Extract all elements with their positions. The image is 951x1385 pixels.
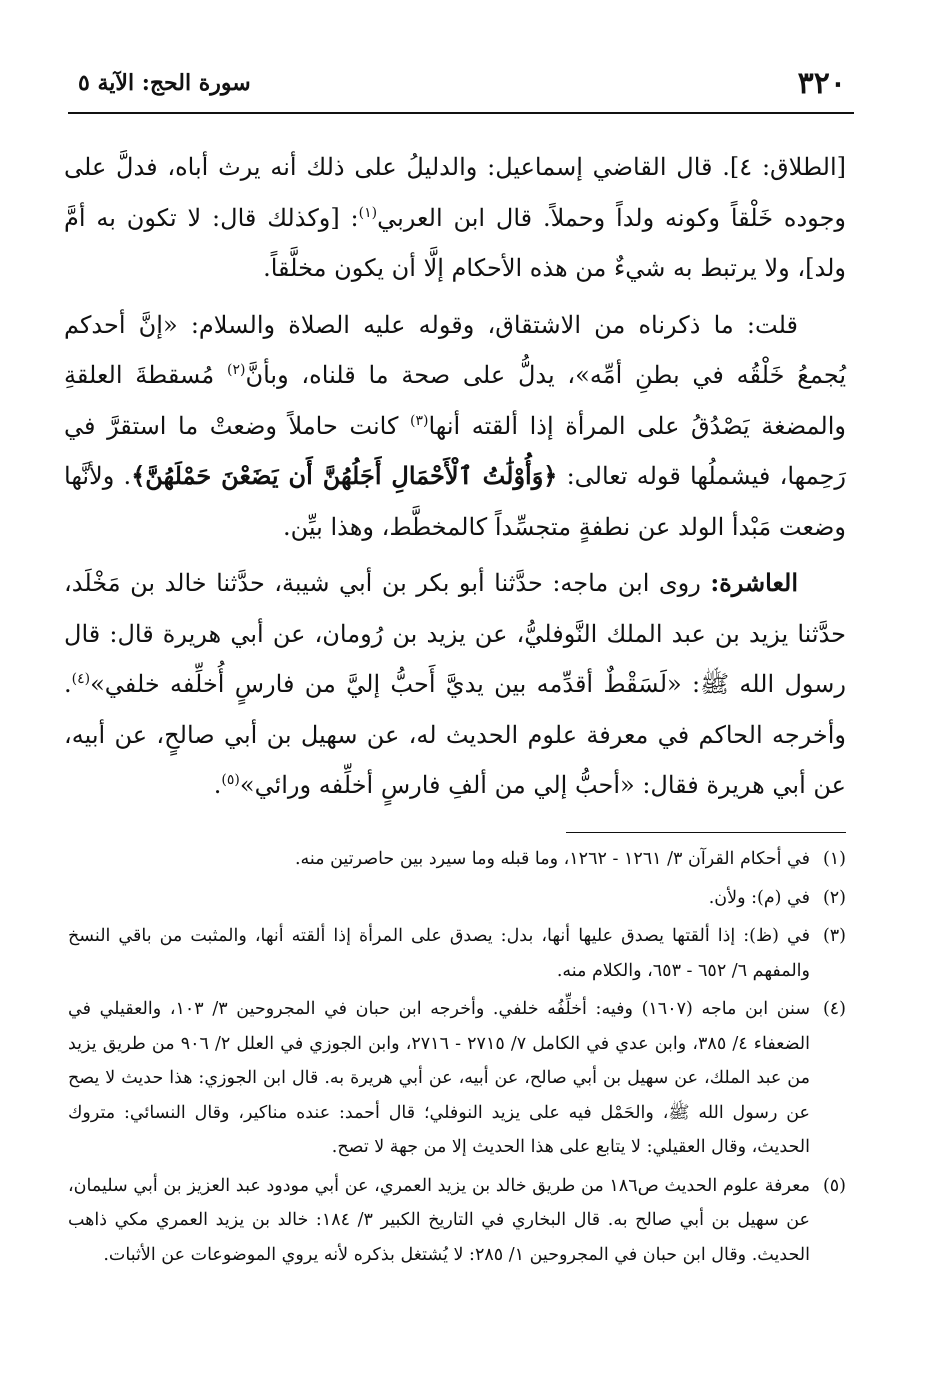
footnote-text: في (ظ): إذا ألقتها يصدق عليها أنها، بدل: يصدق على المرأة إذا ألقته أنها، والمثبت من باقي النسخ والمفهم ٦/ ٦٥٢ - ٦٥٣، والكلام منه.: [68, 926, 810, 981]
paragraph-3-text-c: .: [213, 771, 222, 799]
paragraph-2-text-c: كانت حاملاً وضعتْ ما استقرَّ في رَحِمها، فيشملُها قوله تعالى:: [64, 411, 847, 490]
paragraph-2-text-d: . ولأنَّها وضعت مَبْدأ الولد عن نطفةٍ متجسِّداً كالمخطَّط، وهذا بيِّن.: [64, 462, 846, 541]
footnote-text: في أحكام القرآن ٣/ ١٢٦١ - ١٢٦٢، وما قبله وما سيرد بين حاصرتين منه.: [294, 849, 810, 869]
footnote-number: (٢): [822, 887, 846, 908]
footnote-number: (٥): [822, 1175, 846, 1196]
paragraph-1-text-a: [الطلاق: ٤]. قال القاضي إسماعيل: والدليلُ على ذلك أنه يرث أباه، فدلَّ على وجوده خَلْقاً وكونه ولداً وحملاً. قال ابن العربي: [64, 153, 847, 232]
footnote-number: (٣): [822, 926, 846, 946]
paragraph-3-text-a: روى ابن ماجه: حدَّثنا أبو بكر بن أبي شيبة، حدَّثنا خالد بن مَخْلَد، حدَّثنا يزيد بن عبد الملك النَّوفليُّ، عن يزيد بن رُومان، عن أبي هريرة قال: قال رسول الله ﷺ: «لَسَقْطٌ أقدِّمه بين يديَّ أَحبُّ إليَّ من فارسٍ أُخلِّفه خلفي»: [64, 569, 846, 698]
paragraph-2-text-a: قلت: ما ذكرناه من الاشتقاق، وقوله عليه الصلاة والسلام: «إنَّ أحدكم يُجمعُ خَلْقُه في بطنِ أمِّه»، يدلُّ على صحة ما قلناه، وبأنَّ: [64, 310, 846, 389]
running-title: سورة الحج: الآية ٥: [78, 70, 251, 96]
paragraph-3-text-b: . وأخرجه الحاكم في معرفة علوم الحديث له، عن سهيل بن أبي صالحٍ، عن أبيه، عن أبي هريرة فقال: «أحبُّ إلي من ألفِ فارسٍ أخلِّفه ورائي»: [64, 670, 846, 799]
footnote-item: [68, 842, 846, 877]
footnote-item: [68, 881, 846, 916]
footnote-number: (٤): [822, 999, 846, 1019]
footnote-ref-3[interactable]: (٣): [410, 412, 429, 429]
footnote-ref-4[interactable]: (٤): [71, 671, 91, 687]
footnotes-section: [68, 842, 846, 1276]
paragraph-1: [64, 142, 846, 294]
footnote-text: في (م): ولأن.: [708, 887, 810, 908]
main-text: [64, 142, 846, 817]
footnote-item: [68, 919, 846, 988]
footnote-item: [68, 992, 846, 1165]
header-divider: [68, 112, 854, 114]
paragraph-1-text-b: : [وكذلك قال: لا تكون به أمَّ ولد]، ولا يرتبط به شيءٌ من هذه الأحكام إلَّا أن يكون مخلَّقاً.: [64, 203, 846, 282]
paragraph-2-text-b: مُسقطةَ العلقةِ والمضغة يَصْدُقُ على المرأة إذا ألقته أنها: [64, 361, 846, 440]
footnote-ref-2[interactable]: (٢): [227, 362, 246, 378]
footnote-ref-1[interactable]: (١): [358, 204, 378, 221]
page-number: ٣٢٠: [797, 66, 846, 101]
footnote-ref-5[interactable]: (٥): [221, 772, 240, 788]
footnote-item: [68, 1169, 846, 1273]
paragraph-2: [64, 300, 846, 553]
quran-verse: ﴿وَأُوْلَٰتُ ٱلْأَحْمَالِ أَجَلُهُنَّ أَن يَضَعْنَ حَمْلَهُنَّ﴾: [131, 461, 558, 490]
paragraph-3: [64, 558, 846, 811]
section-lead-tenth: العاشرة:: [710, 568, 798, 597]
footnote-text: معرفة علوم الحديث ص١٨٦ من طريق خالد بن يزيد العمري، عن أبي مودود عبد العزيز بن أبي سليمان، عن سهيل بن أبي صالح به. قال البخاري في التاريخ الكبير ٣/ ١٨٤: خالد بن يزيد العمري مكي ذاهب الحديث. وقال ابن حبان في المجروحين ١/ ٢٨٥: لا يُشتغل بذكره لأنه يروي الموضوعات عن الأثبات.: [68, 1175, 810, 1265]
footnote-divider: [566, 832, 846, 833]
page-header: [68, 66, 854, 106]
footnote-text: سنن ابن ماجه (١٦٠٧) وفيه: أخلِّفُه خلفي. وأخرجه ابن حبان في المجروحين ٣/ ١٠٣، والعقيلي في الضعفاء ٤/ ٣٨٥، وابن عدي في الكامل ٧/ ٢٧١٥ - ٢٧١٦، وابن الجوزي في العلل ٢/ ٩٠٦ من طريق يزيد من عبد الملك، عن سهيل بن أبي صالح، عن أبيه، عن أبي هريرة به. قال ابن الجوزي: هذا حديث لا يصح عن رسول الله ﷺ، والحَمْل فيه على يزيد النوفلي؛ قال أحمد: عنده مناكير، وقال النسائي: متروك الحديث، وقال العقيلي: لا يتابع على هذا الحديث إلا من جهة لا تصح.: [68, 999, 811, 1157]
footnote-number: (١): [822, 849, 846, 869]
